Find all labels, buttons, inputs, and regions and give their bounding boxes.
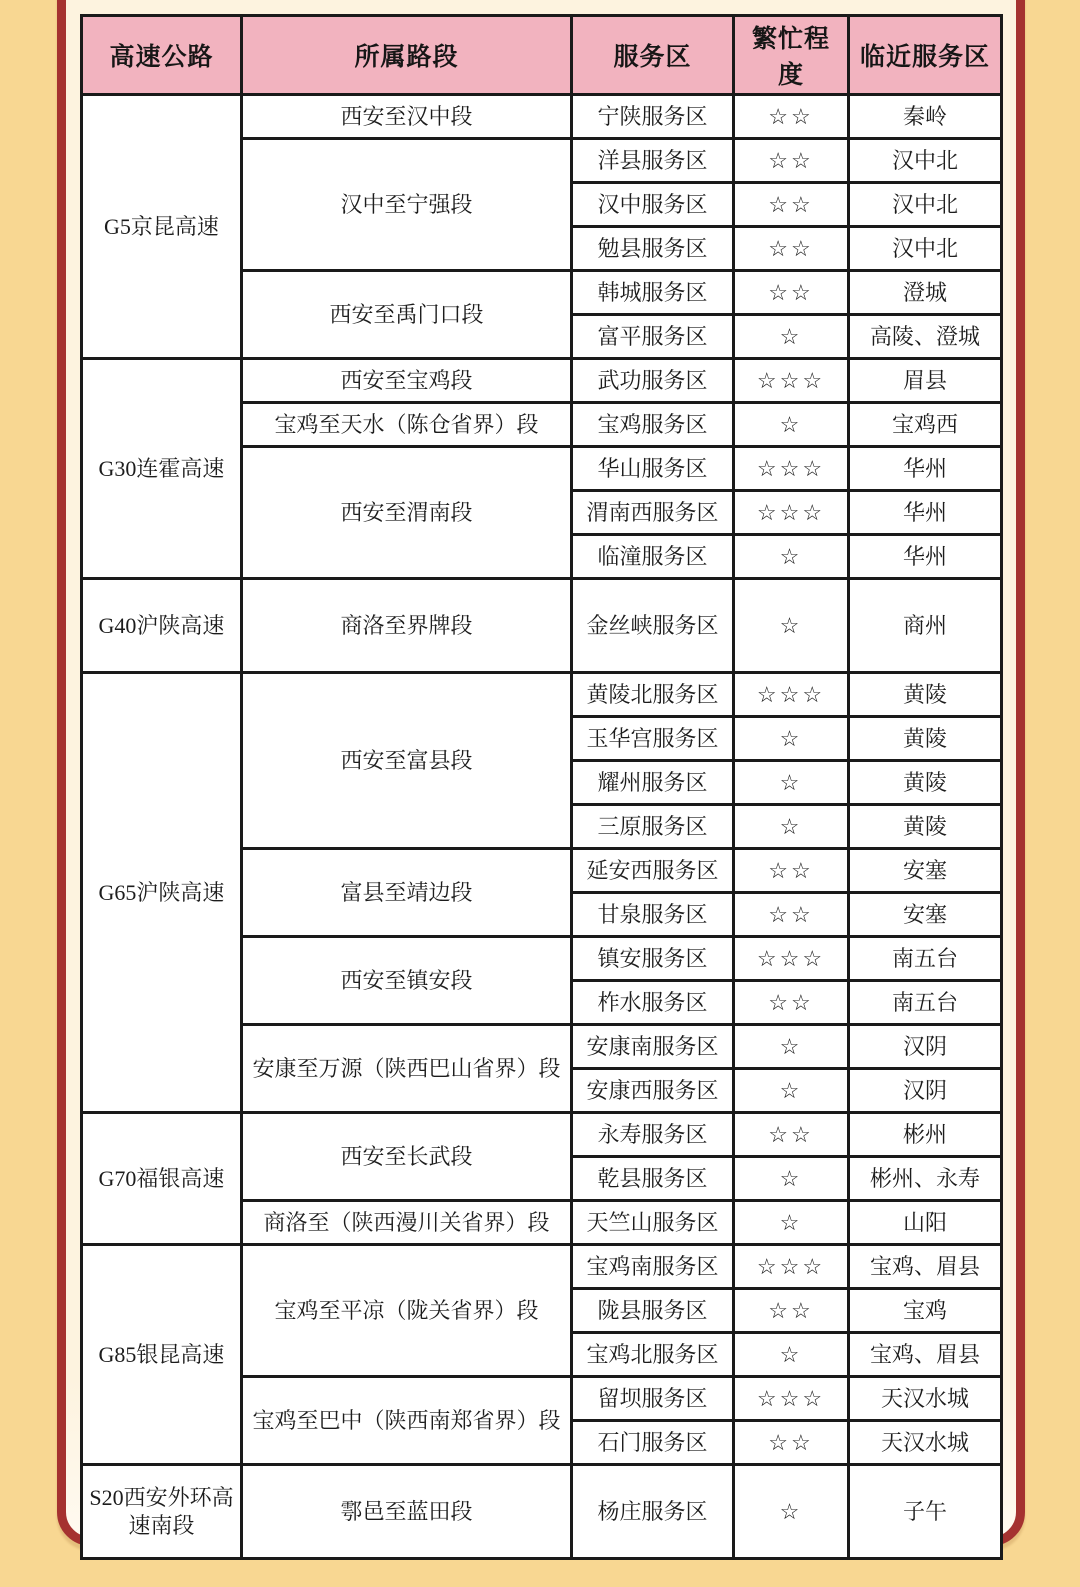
service-area-cell: 甘泉服务区 <box>572 893 734 937</box>
busy-rating-cell: ☆☆ <box>734 139 849 183</box>
section-cell: 商洛至界牌段 <box>242 579 572 673</box>
table-row <box>82 673 1002 717</box>
highway-cell: G40沪陕高速 <box>82 579 242 673</box>
nearby-area-cell: 天汉水城 <box>849 1377 1002 1421</box>
section-cell: 西安至宝鸡段 <box>242 359 572 403</box>
nearby-area-cell: 宝鸡、眉县 <box>849 1333 1002 1377</box>
nearby-area-cell: 华州 <box>849 447 1002 491</box>
nearby-area-cell: 汉阴 <box>849 1069 1002 1113</box>
busy-rating-cell: ☆☆☆ <box>734 673 849 717</box>
section-cell: 西安至镇安段 <box>242 937 572 1025</box>
service-area-cell: 天竺山服务区 <box>572 1201 734 1245</box>
nearby-area-cell: 高陵、澄城 <box>849 315 1002 359</box>
nearby-area-cell: 南五台 <box>849 981 1002 1025</box>
highway-cell: G65沪陕高速 <box>82 673 242 1113</box>
column-header: 服务区 <box>572 16 734 95</box>
nearby-area-cell: 眉县 <box>849 359 1002 403</box>
nearby-area-cell: 南五台 <box>849 937 1002 981</box>
service-area-cell: 临潼服务区 <box>572 535 734 579</box>
nearby-area-cell: 安塞 <box>849 893 1002 937</box>
column-header: 繁忙程度 <box>734 16 849 95</box>
service-area-cell: 宝鸡南服务区 <box>572 1245 734 1289</box>
section-cell: 西安至长武段 <box>242 1113 572 1201</box>
table-row <box>82 579 1002 673</box>
nearby-area-cell: 汉中北 <box>849 227 1002 271</box>
service-area-cell: 石门服务区 <box>572 1421 734 1465</box>
section-cell: 鄠邑至蓝田段 <box>242 1465 572 1559</box>
nearby-area-cell: 黄陵 <box>849 673 1002 717</box>
nearby-area-cell: 宝鸡西 <box>849 403 1002 447</box>
nearby-area-cell: 黄陵 <box>849 761 1002 805</box>
table-row <box>82 1465 1002 1559</box>
header-row <box>82 16 1002 95</box>
nearby-area-cell: 黄陵 <box>849 805 1002 849</box>
service-area-cell: 洋县服务区 <box>572 139 734 183</box>
table-body <box>82 95 1002 1559</box>
nearby-area-cell: 宝鸡 <box>849 1289 1002 1333</box>
busy-rating-cell: ☆☆ <box>734 1421 849 1465</box>
nearby-area-cell: 商州 <box>849 579 1002 673</box>
busy-rating-cell: ☆ <box>734 535 849 579</box>
busy-rating-cell: ☆☆ <box>734 893 849 937</box>
nearby-area-cell: 天汉水城 <box>849 1421 1002 1465</box>
nearby-area-cell: 秦岭 <box>849 95 1002 139</box>
column-header: 所属路段 <box>242 16 572 95</box>
busy-rating-cell: ☆☆☆ <box>734 491 849 535</box>
section-cell: 西安至渭南段 <box>242 447 572 579</box>
service-area-cell: 宁陕服务区 <box>572 95 734 139</box>
nearby-area-cell: 山阳 <box>849 1201 1002 1245</box>
busy-rating-cell: ☆☆ <box>734 981 849 1025</box>
highway-cell: G85银昆高速 <box>82 1245 242 1465</box>
nearby-area-cell: 彬州、永寿 <box>849 1157 1002 1201</box>
nearby-area-cell: 子午 <box>849 1465 1002 1559</box>
table-row <box>82 1245 1002 1289</box>
busy-rating-cell: ☆☆ <box>734 849 849 893</box>
nearby-area-cell: 黄陵 <box>849 717 1002 761</box>
service-area-cell: 玉华宫服务区 <box>572 717 734 761</box>
service-area-cell: 延安西服务区 <box>572 849 734 893</box>
busy-rating-cell: ☆ <box>734 1201 849 1245</box>
busy-rating-cell: ☆ <box>734 1069 849 1113</box>
service-area-cell: 陇县服务区 <box>572 1289 734 1333</box>
service-area-cell: 乾县服务区 <box>572 1157 734 1201</box>
column-header: 临近服务区 <box>849 16 1002 95</box>
busy-rating-cell: ☆☆ <box>734 227 849 271</box>
section-cell: 宝鸡至天水（陈仓省界）段 <box>242 403 572 447</box>
table-row <box>82 95 1002 139</box>
busy-rating-cell: ☆☆ <box>734 1289 849 1333</box>
nearby-area-cell: 华州 <box>849 491 1002 535</box>
highway-cell: S20西安外环高速南段 <box>82 1465 242 1559</box>
service-area-cell: 镇安服务区 <box>572 937 734 981</box>
service-area-cell: 富平服务区 <box>572 315 734 359</box>
busy-rating-cell: ☆ <box>734 761 849 805</box>
section-cell: 西安至汉中段 <box>242 95 572 139</box>
service-area-table <box>80 14 1003 1560</box>
section-cell: 宝鸡至巴中（陕西南郑省界）段 <box>242 1377 572 1465</box>
busy-rating-cell: ☆ <box>734 315 849 359</box>
highway-cell: G70福银高速 <box>82 1113 242 1245</box>
busy-rating-cell: ☆ <box>734 1157 849 1201</box>
nearby-area-cell: 宝鸡、眉县 <box>849 1245 1002 1289</box>
service-area-cell: 韩城服务区 <box>572 271 734 315</box>
service-area-cell: 永寿服务区 <box>572 1113 734 1157</box>
busy-rating-cell: ☆☆☆ <box>734 1377 849 1421</box>
busy-rating-cell: ☆ <box>734 403 849 447</box>
service-area-cell: 安康西服务区 <box>572 1069 734 1113</box>
busy-rating-cell: ☆☆☆ <box>734 937 849 981</box>
nearby-area-cell: 澄城 <box>849 271 1002 315</box>
column-header: 高速公路 <box>82 16 242 95</box>
busy-rating-cell: ☆☆ <box>734 1113 849 1157</box>
section-cell: 安康至万源（陕西巴山省界）段 <box>242 1025 572 1113</box>
busy-rating-cell: ☆☆☆ <box>734 447 849 491</box>
service-area-cell: 宝鸡北服务区 <box>572 1333 734 1377</box>
busy-rating-cell: ☆☆ <box>734 183 849 227</box>
table-wrapper <box>80 14 1003 1560</box>
service-area-cell: 黄陵北服务区 <box>572 673 734 717</box>
service-area-cell: 华山服务区 <box>572 447 734 491</box>
service-area-cell: 耀州服务区 <box>572 761 734 805</box>
busy-rating-cell: ☆ <box>734 579 849 673</box>
highway-cell: G30连霍高速 <box>82 359 242 579</box>
section-cell: 宝鸡至平凉（陇关省界）段 <box>242 1245 572 1377</box>
nearby-area-cell: 汉中北 <box>849 183 1002 227</box>
section-cell: 汉中至宁强段 <box>242 139 572 271</box>
busy-rating-cell: ☆ <box>734 1025 849 1069</box>
nearby-area-cell: 汉阴 <box>849 1025 1002 1069</box>
section-cell: 商洛至（陕西漫川关省界）段 <box>242 1201 572 1245</box>
service-area-cell: 杨庄服务区 <box>572 1465 734 1559</box>
busy-rating-cell: ☆☆ <box>734 271 849 315</box>
service-area-cell: 三原服务区 <box>572 805 734 849</box>
busy-rating-cell: ☆ <box>734 805 849 849</box>
section-cell: 富县至靖边段 <box>242 849 572 937</box>
table-row <box>82 359 1002 403</box>
service-area-cell: 宝鸡服务区 <box>572 403 734 447</box>
busy-rating-cell: ☆ <box>734 1333 849 1377</box>
table-card <box>57 0 1025 1546</box>
nearby-area-cell: 汉中北 <box>849 139 1002 183</box>
busy-rating-cell: ☆☆☆ <box>734 359 849 403</box>
service-area-cell: 勉县服务区 <box>572 227 734 271</box>
nearby-area-cell: 安塞 <box>849 849 1002 893</box>
service-area-cell: 留坝服务区 <box>572 1377 734 1421</box>
service-area-cell: 柞水服务区 <box>572 981 734 1025</box>
table-row <box>82 1113 1002 1157</box>
nearby-area-cell: 彬州 <box>849 1113 1002 1157</box>
busy-rating-cell: ☆ <box>734 1465 849 1559</box>
busy-rating-cell: ☆ <box>734 717 849 761</box>
service-area-cell: 汉中服务区 <box>572 183 734 227</box>
highway-cell: G5京昆高速 <box>82 95 242 359</box>
busy-rating-cell: ☆☆☆ <box>734 1245 849 1289</box>
section-cell: 西安至禹门口段 <box>242 271 572 359</box>
busy-rating-cell: ☆☆ <box>734 95 849 139</box>
service-area-cell: 金丝峡服务区 <box>572 579 734 673</box>
service-area-cell: 渭南西服务区 <box>572 491 734 535</box>
table-header-row <box>82 16 1002 95</box>
section-cell: 西安至富县段 <box>242 673 572 849</box>
nearby-area-cell: 华州 <box>849 535 1002 579</box>
service-area-cell: 武功服务区 <box>572 359 734 403</box>
service-area-cell: 安康南服务区 <box>572 1025 734 1069</box>
